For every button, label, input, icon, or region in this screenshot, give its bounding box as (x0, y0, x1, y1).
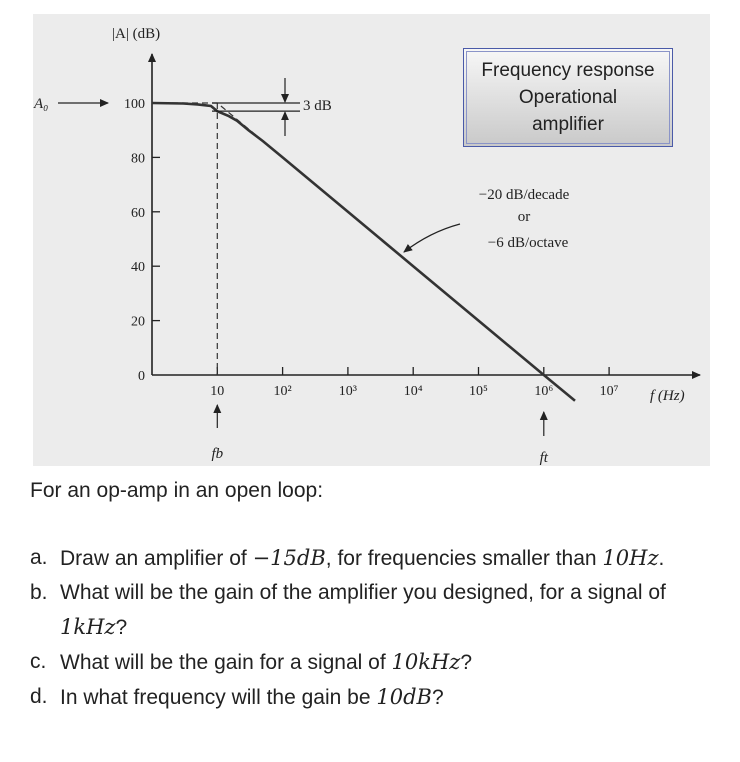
y-tick-label: 40 (131, 260, 145, 276)
x-tick-label: 10⁴ (403, 384, 423, 399)
x-tick-label: 10⁷ (599, 384, 619, 399)
curve-layer (152, 103, 575, 401)
question-text-part: , for frequencies smaller than (325, 547, 603, 570)
question-letter: a. (30, 546, 48, 569)
intro-text: For an op-amp in an open loop: (30, 479, 324, 502)
question-math: 10Hz (602, 546, 659, 570)
x-tick-label: 10⁶ (534, 384, 554, 399)
question-math: 10dB (376, 685, 432, 709)
gain-curve (152, 103, 575, 401)
y-tick-label: 20 (131, 314, 145, 330)
a0-label: A₀ (34, 96, 49, 112)
legend-line-2: Operational (518, 87, 618, 108)
y-tick-label: 80 (131, 151, 145, 167)
question-letter: d. (30, 685, 48, 708)
question-text-part: Draw an amplifier of (60, 547, 253, 570)
slope-label-line2: or (517, 209, 531, 225)
x-tick-label: 10⁵ (469, 384, 488, 399)
question-text-part: What will be the gain for a signal of (60, 651, 392, 674)
question-math: 1kHz (60, 615, 116, 639)
slope-label-line1: −20 dB/decade (478, 187, 570, 203)
question-text-part: ? (431, 686, 444, 709)
question-item (30, 645, 720, 680)
x-tick-label: 10² (273, 384, 292, 399)
question-text-part: ? (115, 616, 128, 639)
question-text-part: What will be the gain of the amplifier you designed, for a signal of (60, 581, 666, 604)
x-tick-label: 10 (210, 384, 225, 399)
slope-pointer-arrow (404, 224, 460, 252)
question-text-part: In what frequency will the gain be (60, 686, 377, 709)
y-tick-label: 100 (124, 97, 145, 112)
question-text-part: . (658, 547, 665, 570)
question-item (30, 680, 720, 715)
y-axis-title: |A| (dB) (112, 26, 161, 42)
fb-label: fb (211, 446, 224, 462)
question-math: 10kHz (391, 650, 461, 674)
question-text-part: ? (460, 651, 473, 674)
three-db-label: 3 dB (303, 98, 332, 114)
question-list (30, 541, 720, 715)
question-item (30, 576, 720, 645)
legend-line-1: Frequency response (481, 60, 655, 81)
slope-label-line3: −6 dB/octave (487, 235, 569, 251)
legend-box (463, 48, 673, 147)
question-text (30, 476, 720, 715)
y-tick-label: 0 (138, 369, 145, 384)
legend-line-3: amplifier (532, 114, 604, 135)
x-axis-title: f (Hz) (650, 388, 685, 404)
y-tick-label: 60 (131, 205, 145, 221)
x-tick-label: 10³ (338, 384, 358, 399)
question-math: −15dB (252, 546, 326, 570)
question-letter: c. (30, 650, 47, 673)
ft-label: ft (539, 450, 548, 466)
question-item (30, 541, 720, 576)
question-letter: b. (30, 581, 48, 604)
